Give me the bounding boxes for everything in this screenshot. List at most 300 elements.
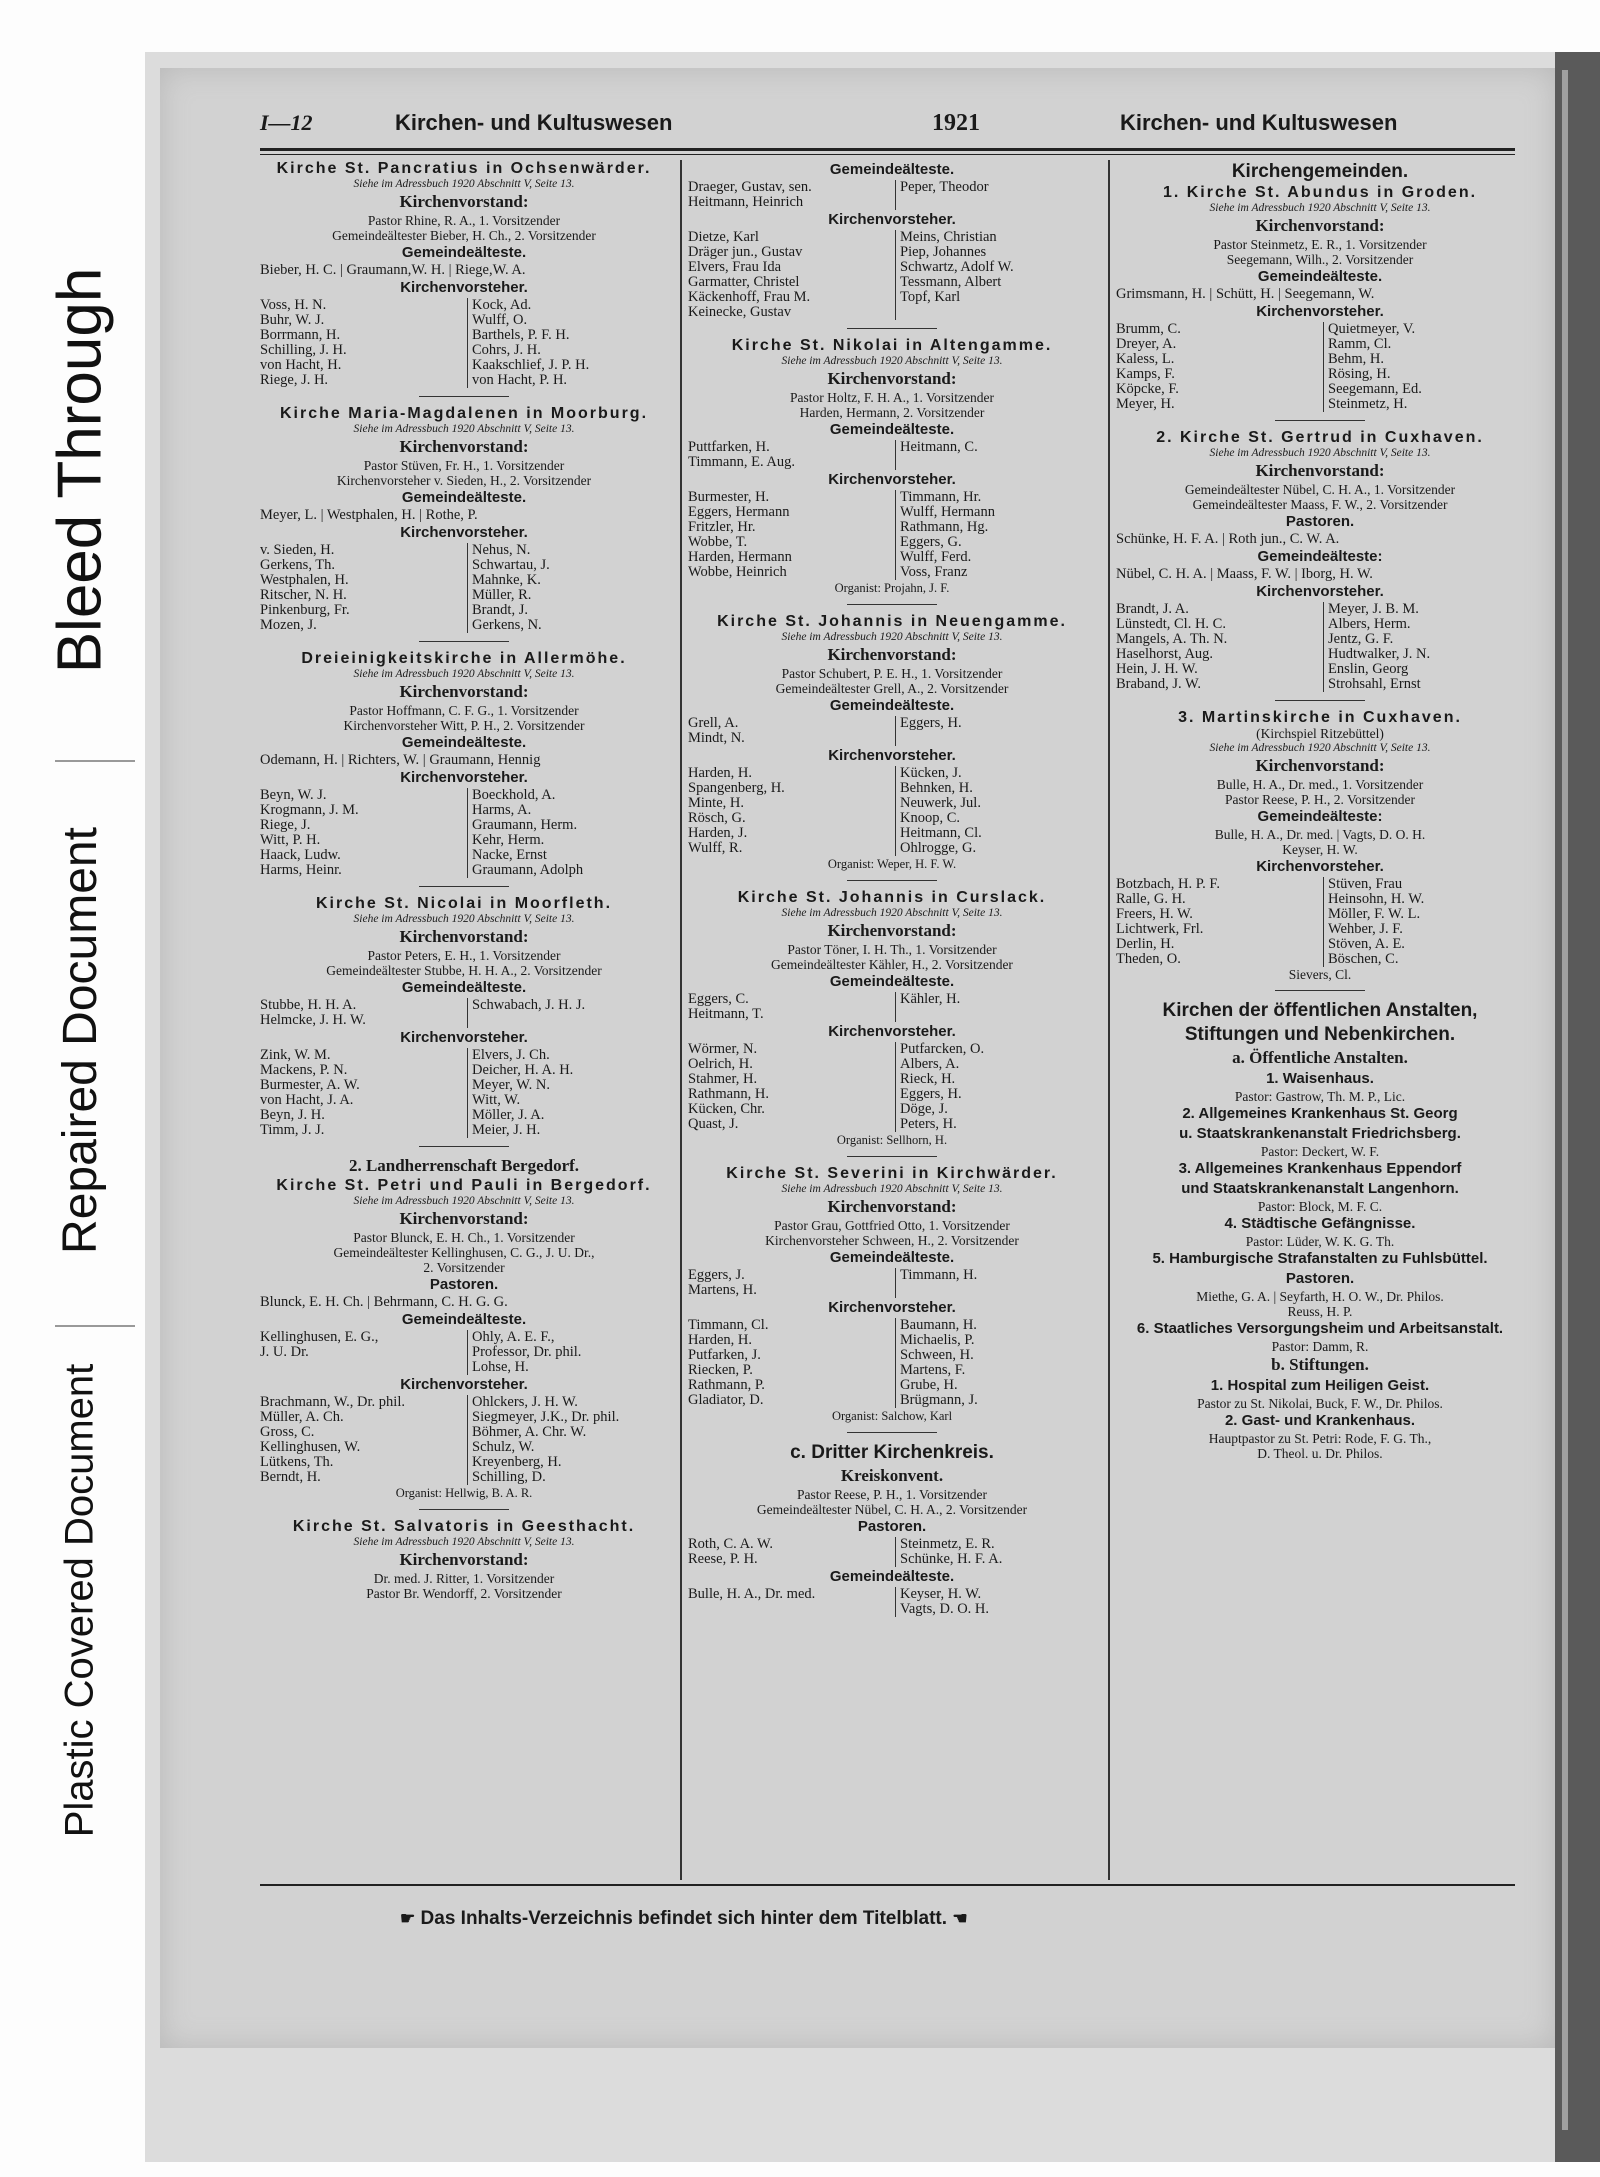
member-name: Wobbe, T.: [688, 535, 748, 550]
member-name: Martens, H.: [688, 1283, 757, 1298]
section-heading: Kirchenvorstand:: [1255, 216, 1385, 235]
member-name: Roth, C. A. W.: [688, 1537, 774, 1552]
member-name: Mindt, N.: [688, 731, 745, 746]
member-name: Theden, O.: [1116, 952, 1181, 967]
member-name: Baumann, H.: [895, 1318, 1096, 1333]
section-heading: u. Staatskrankenanstalt Friedrichsberg.: [1179, 1125, 1461, 1142]
member-name: Piep, Johannes: [895, 245, 1096, 260]
member-name: Schilling, D.: [467, 1470, 668, 1485]
member-name: Eggers, C.: [688, 992, 749, 1007]
member-name: Kücken, J.: [895, 766, 1096, 781]
section-heading: Gemeindeälteste:: [1257, 808, 1383, 825]
page-footer: [400, 1908, 968, 1930]
church-title: Kirche St. Severini in Kirchwärder.: [726, 1165, 1058, 1182]
entry-separator: [419, 1509, 509, 1510]
address-reference: Siehe im Adressbuch 1920 Abschnitt V, Seite 13.: [781, 355, 1003, 367]
member-name: Wulff, R.: [688, 841, 743, 856]
text-line: Pastor Rhine, R. A., 1. Vorsitzender: [367, 213, 561, 228]
member-name: Steinmetz, E. R.: [895, 1537, 1096, 1552]
member-name: Stahmer, H.: [688, 1072, 758, 1087]
church-entry: [1116, 429, 1524, 692]
member-name: [895, 195, 1096, 210]
member-name: Steinmetz, H.: [1323, 397, 1524, 412]
church-entry: [688, 337, 1096, 596]
member-name: Harden, J.: [688, 826, 748, 841]
member-name: Kaless, L.: [1116, 352, 1175, 367]
member-name: Meins, Christian: [895, 230, 1096, 245]
section-heading: Pastoren.: [1285, 1270, 1355, 1287]
section-heading: Kirchenvorsteher.: [400, 1029, 528, 1046]
member-name: Brachmann, W., Dr. phil.: [260, 1395, 405, 1410]
section-heading: Gemeindeälteste.: [401, 979, 527, 996]
pointing-hand-icon: ☚: [952, 1909, 968, 1928]
text-line: Sievers, Cl.: [1288, 967, 1352, 982]
member-list: [260, 1048, 668, 1138]
church-title: Kirche St. Johannis in Curslack.: [737, 889, 1047, 906]
section-heading: Kirchenvorstand:: [827, 369, 957, 388]
member-name: Lünstedt, Cl. H. C.: [1116, 617, 1226, 632]
member-name: Grube, H.: [895, 1378, 1096, 1393]
footer-rule: [260, 1884, 1515, 1886]
district-heading: c. Dritter Kirchenkreis.: [790, 1442, 994, 1463]
section-heading: Kirchenvorstand:: [399, 437, 529, 456]
organist: Organist: Sellhorn, H.: [836, 1133, 948, 1147]
member-name: Brandt, J. A.: [1116, 602, 1189, 617]
organist: Organist: Projahn, J. F.: [834, 581, 950, 595]
member-name: Gerkens, Th.: [260, 558, 336, 573]
member-list: [260, 298, 668, 388]
member-name: Putfarcken, O.: [895, 1042, 1096, 1057]
member-name: Meyer, W. N.: [467, 1078, 668, 1093]
member-name: Jentz, G. F.: [1323, 632, 1524, 647]
member-name: Boeckhold, A.: [467, 788, 668, 803]
section-heading: Pastoren.: [857, 1518, 927, 1535]
member-list: [260, 788, 668, 878]
member-row: Odemann, H. | Richters, W. | Graumann, Hennig: [260, 752, 541, 768]
member-name: [895, 455, 1096, 470]
member-name: von Hacht, P. H.: [467, 373, 668, 388]
text-line: Gemeindeältester Kellinghusen, C. G., J. U. Dr.,: [333, 1245, 595, 1260]
member-name: [688, 1602, 889, 1617]
section-heading: Kirchenvorstand:: [399, 192, 529, 211]
member-name: Albers, A.: [895, 1057, 1096, 1072]
member-name: Schwartau, J.: [467, 558, 668, 573]
member-name: Müller, R.: [467, 588, 668, 603]
member-name: Heitmann, Heinrich: [688, 195, 804, 210]
member-list: [688, 1318, 1096, 1408]
member-name: Timmann, H.: [895, 1268, 1096, 1283]
text-line: Pastor: Block, M. F. C.: [1257, 1199, 1383, 1214]
member-name: Dietze, Karl: [688, 230, 759, 245]
section-heading: Kirchenvorsteher.: [828, 747, 956, 764]
church-title: Kirche St. Johannis in Neuengamme.: [717, 613, 1067, 630]
scan-edge-highlight: [1562, 70, 1568, 2130]
repaired-document-label: Repaired Document: [53, 826, 107, 1254]
text-line: Pastor: Deckert, W. F.: [1260, 1144, 1380, 1159]
plastic-covered-label: Plastic Covered Document: [57, 1363, 102, 1837]
section-heading: Kreiskonvent.: [840, 1466, 944, 1485]
member-name: Bulle, H. A., Dr. med.: [688, 1587, 816, 1602]
member-name: Enslin, Georg: [1323, 662, 1524, 677]
member-name: [895, 1283, 1096, 1298]
text-line: Pastor Schubert, P. E. H., 1. Vorsitzender: [781, 666, 1003, 681]
member-name: Elvers, J. Ch.: [467, 1048, 668, 1063]
member-name: Freers, H. W.: [1116, 907, 1193, 922]
section-heading: Gemeindeälteste.: [829, 1568, 955, 1585]
member-name: Riege, J.: [260, 818, 311, 833]
member-name: [895, 731, 1096, 746]
member-name: Köpcke, F.: [1116, 382, 1179, 397]
address-reference: Siehe im Adressbuch 1920 Abschnitt V, Seite 13.: [1209, 447, 1431, 459]
member-name: Wehber, J. F.: [1323, 922, 1524, 937]
member-name: Hein, J. H. W.: [1116, 662, 1198, 677]
section-heading: Kirchenvorsteher.: [1256, 303, 1384, 320]
section-heading: Kirchenvorstand:: [399, 1550, 529, 1569]
member-name: Kähler, H.: [895, 992, 1096, 1007]
section-heading: Kirchenvorstand:: [827, 1197, 957, 1216]
address-reference: Siehe im Adressbuch 1920 Abschnitt V, Seite 13.: [781, 1183, 1003, 1195]
member-list: [688, 180, 1096, 210]
member-name: Eggers, H.: [895, 716, 1096, 731]
member-name: Mangels, A. Th. N.: [1116, 632, 1228, 647]
member-name: Braband, J. W.: [1116, 677, 1201, 692]
member-list: [260, 543, 668, 633]
text-line: Gemeindeältester Nübel, C. H. A., 2. Vorsitzender: [756, 1502, 1028, 1517]
member-name: Beyn, J. H.: [260, 1108, 325, 1123]
section-heading: Pastoren.: [1285, 513, 1355, 530]
member-name: Harms, A.: [467, 803, 668, 818]
entry-separator: [1275, 700, 1365, 701]
member-name: Graumann, Herm.: [467, 818, 668, 833]
church-entry: [260, 1155, 668, 1501]
member-name: Reese, P. H.: [688, 1552, 758, 1567]
section-heading: 1. Waisenhaus.: [1266, 1070, 1374, 1087]
header-rule-thin: [260, 154, 1515, 155]
member-name: Gerkens, N.: [467, 618, 668, 633]
member-name: Wulff, Ferd.: [895, 550, 1096, 565]
member-list: [260, 1330, 668, 1375]
member-name: Berndt, H.: [260, 1470, 321, 1485]
member-name: Grell, A.: [688, 716, 739, 731]
member-name: Haselhorst, Aug.: [1116, 647, 1214, 662]
member-name: Seegemann, Ed.: [1323, 382, 1524, 397]
member-name: Siegmeyer, J.K., Dr. phil.: [467, 1410, 668, 1425]
member-name: Böschen, C.: [1323, 952, 1524, 967]
member-name: Buhr, W. J.: [260, 313, 325, 328]
address-reference: Siehe im Adressbuch 1920 Abschnitt V, Seite 13.: [353, 913, 575, 925]
text-line: Keyser, H. W.: [1282, 842, 1358, 857]
member-row: Meyer, L. | Westphalen, H. | Rothe, P.: [260, 507, 478, 523]
header-right-title: Kirchen- und Kultuswesen: [1120, 110, 1398, 135]
member-name: Timm, J. J.: [260, 1123, 325, 1138]
member-name: Burmester, H.: [688, 490, 770, 505]
section-heading: Gemeindeälteste.: [401, 1311, 527, 1328]
church-entry: [260, 1518, 668, 1601]
member-list: [688, 992, 1096, 1022]
address-reference: Siehe im Adressbuch 1920 Abschnitt V, Seite 13.: [353, 423, 575, 435]
member-name: Elvers, Frau Ida: [688, 260, 782, 275]
member-name: Ohly, A. E. F.,: [467, 1330, 668, 1345]
member-name: Puttfarken, H.: [688, 440, 770, 455]
column-3: [1116, 160, 1524, 1469]
church-entry: [260, 160, 668, 388]
text-line: Kirchenvorsteher Schween, H., 2. Vorsitzender: [765, 1233, 1019, 1248]
member-name: Kellinghusen, W.: [260, 1440, 361, 1455]
church-title: Kirche St. Nikolai in Altengamme.: [731, 337, 1053, 354]
header-year: 1921: [932, 110, 980, 136]
member-name: Lichtwerk, Frl.: [1116, 922, 1204, 937]
member-name: Schwabach, J. H. J.: [467, 998, 668, 1013]
member-name: Kaakschlief, J. P. H.: [467, 358, 668, 373]
text-line: Bulle, H. A., Dr. med., 1. Vorsitzender: [1216, 777, 1424, 792]
section-heading: Gemeindeälteste.: [829, 1249, 955, 1266]
member-name: Riecken, P.: [688, 1363, 753, 1378]
member-name: Meier, J. H.: [467, 1123, 668, 1138]
member-name: Voss, H. N.: [260, 298, 327, 313]
section-heading: 1. Hospital zum Heiligen Geist.: [1210, 1377, 1430, 1394]
member-name: Mahnke, K.: [467, 573, 668, 588]
column-1: [260, 160, 668, 1609]
member-name: Neuwerk, Jul.: [895, 796, 1096, 811]
member-name: Nacke, Ernst: [467, 848, 668, 863]
column-divider: [680, 160, 682, 1880]
member-name: Peters, H.: [895, 1117, 1096, 1132]
text-line: Miethe, G. A. | Seyfarth, H. O. W., Dr. Philos.: [1196, 1289, 1444, 1304]
member-name: Botzbach, H. P. F.: [1116, 877, 1220, 892]
member-name: Martens, F.: [895, 1363, 1096, 1378]
section-heading: Kirchen der öffentlichen Anstalten, Stiftungen und Nebenkirchen.: [1162, 1000, 1478, 1045]
entry-separator: [1275, 990, 1365, 991]
text-line: Pastor Holtz, F. H. A., 1. Vorsitzender: [790, 390, 994, 405]
member-name: Westphalen, H.: [260, 573, 349, 588]
member-name: Riege, J. H.: [260, 373, 329, 388]
text-line: Pastor: Lüder, W. K. G. Th.: [1245, 1234, 1395, 1249]
section-heading: Kirchenvorsteher.: [828, 471, 956, 488]
member-row: Blunck, E. H. Ch. | Behrmann, C. H. G. G.: [260, 1294, 508, 1310]
member-name: [895, 305, 1096, 320]
member-name: Voss, Franz: [895, 565, 1096, 580]
section-heading: a. Öffentliche Anstalten.: [1232, 1048, 1408, 1067]
member-list: [1116, 877, 1524, 967]
member-row: Bieber, H. C. | Graumann,W. H. | Riege,W. A.: [260, 262, 526, 278]
member-list: [688, 716, 1096, 746]
address-reference: Siehe im Adressbuch 1920 Abschnitt V, Seite 13.: [781, 631, 1003, 643]
member-name: Haack, Ludw.: [260, 848, 341, 863]
section-heading: Gemeindeälteste.: [1257, 268, 1383, 285]
member-name: Professor, Dr. phil.: [467, 1345, 668, 1360]
member-name: Topf, Karl: [895, 290, 1096, 305]
member-name: Wobbe, Heinrich: [688, 565, 787, 580]
organist: Organist: Weper, H. F. W.: [827, 857, 957, 871]
church-entry: [688, 613, 1096, 872]
address-reference: Siehe im Adressbuch 1920 Abschnitt V, Seite 13.: [781, 907, 1003, 919]
text-line: Pastor Steinmetz, E. R., 1. Vorsitzender: [1213, 237, 1427, 252]
member-name: Harden, H.: [688, 1333, 753, 1348]
member-name: Rösing, H.: [1323, 367, 1524, 382]
member-name: Stubbe, H. H. A.: [260, 998, 357, 1013]
member-name: Brumm, C.: [1116, 322, 1181, 337]
member-name: Dräger jun., Gustav: [688, 245, 803, 260]
member-name: Witt, P. H.: [260, 833, 321, 848]
section-heading: 2. Gast- und Krankenhaus.: [1224, 1412, 1416, 1429]
member-name: Oelrich, H.: [688, 1057, 753, 1072]
church-title: Kirche St. Salvatoris in Geesthacht.: [292, 1518, 636, 1535]
section-heading: Kirchenvorsteher.: [1256, 583, 1384, 600]
member-name: Strohsahl, Ernst: [1323, 677, 1524, 692]
text-line: Bulle, H. A., Dr. med. | Vagts, D. O. H.: [1214, 827, 1426, 842]
text-line: Seegemann, Wilh., 2. Vorsitzender: [1226, 252, 1414, 267]
member-name: Rathmann, H.: [688, 1087, 769, 1102]
member-name: Schulz, W.: [467, 1440, 668, 1455]
member-name: Barthels, P. F. H.: [467, 328, 668, 343]
member-name: Rösch, G.: [688, 811, 746, 826]
address-reference: Siehe im Adressbuch 1920 Abschnitt V, Seite 13.: [353, 1195, 575, 1207]
column-divider: [1108, 160, 1110, 1880]
member-name: [895, 1007, 1096, 1022]
entry-separator: [419, 641, 509, 642]
text-line: Pastor Töner, I. H. Th., 1. Vorsitzender: [787, 942, 997, 957]
member-list: [260, 998, 668, 1028]
section-heading: Kirchengemeinden.: [1231, 161, 1409, 182]
member-name: Timmann, E. Aug.: [688, 455, 796, 470]
text-line: D. Theol. u. Dr. Philos.: [1257, 1446, 1383, 1461]
text-line: Dr. med. J. Ritter, 1. Vorsitzender: [373, 1571, 555, 1586]
member-list: [1116, 322, 1524, 412]
church-entry: [688, 889, 1096, 1148]
church-entry: [688, 1441, 1096, 1617]
member-name: Brügmann, J.: [895, 1393, 1096, 1408]
member-name: Rathmann, Hg.: [895, 520, 1096, 535]
member-name: Döge, J.: [895, 1102, 1096, 1117]
member-name: Wulff, Hermann: [895, 505, 1096, 520]
member-name: Garmatter, Christel: [688, 275, 800, 290]
section-heading: Kirchenvorstand:: [399, 927, 529, 946]
member-name: Zink, W. M.: [260, 1048, 331, 1063]
member-name: Keinecke, Gustav: [688, 305, 792, 320]
section-heading: b. Stiftungen.: [1271, 1355, 1369, 1374]
church-title: Dreieinigkeitskirche in Allermöhe.: [301, 650, 627, 667]
address-reference: Siehe im Adressbuch 1920 Abschnitt V, Seite 13.: [353, 668, 575, 680]
section-heading: 6. Staatliches Versorgungsheim und Arbeitsanstalt.: [1136, 1320, 1504, 1337]
section-heading: 4. Städtische Gefängnisse.: [1224, 1215, 1416, 1232]
member-name: [467, 1013, 668, 1028]
church-title: Kirche St. Nicolai in Moorfleth.: [315, 895, 613, 912]
church-entry: [688, 1165, 1096, 1424]
member-name: Stüven, Frau: [1323, 877, 1524, 892]
section-heading: Gemeindeälteste.: [829, 421, 955, 438]
text-line: Pastor Hoffmann, C. F. G., 1. Vorsitzender: [349, 703, 579, 718]
member-name: Brandt, J.: [467, 603, 668, 618]
church-entry: [1116, 160, 1524, 412]
member-list: [688, 440, 1096, 470]
member-name: Eggers, J.: [688, 1268, 745, 1283]
member-name: Ralle, G. H.: [1116, 892, 1186, 907]
member-name: Ritscher, N. H.: [260, 588, 347, 603]
church-entry: [260, 895, 668, 1138]
member-name: Derlin, H.: [1116, 937, 1175, 952]
page-header: [260, 110, 1515, 144]
member-name: Deicher, H. A. H.: [467, 1063, 668, 1078]
text-line: Pastor Reese, P. H., 1. Vorsitzender: [797, 1487, 987, 1502]
text-line: Gemeindeältester Grell, A., 2. Vorsitzender: [775, 681, 1009, 696]
member-name: Fritzler, Hr.: [688, 520, 756, 535]
member-name: Heitmann, C.: [895, 440, 1096, 455]
member-name: Gladiator, D.: [688, 1393, 764, 1408]
member-row: Grimsmann, H. | Schütt, H. | Seegemann, W.: [1116, 286, 1375, 302]
member-name: Eggers, H.: [895, 1087, 1096, 1102]
section-heading: Kirchenvorsteher.: [400, 1376, 528, 1393]
text-line: Pastor Stüven, Fr. H., 1. Vorsitzender: [363, 458, 565, 473]
text-line: Pastor Br. Wendorff, 2. Vorsitzender: [366, 1586, 562, 1601]
member-name: Schilling, J. H.: [260, 343, 347, 358]
member-name: Böhmer, A. Chr. W.: [467, 1425, 668, 1440]
member-name: Schween, H.: [895, 1348, 1096, 1363]
member-name: Harden, Hermann: [688, 550, 792, 565]
entry-separator: [419, 1146, 509, 1147]
member-name: Heinsohn, H. W.: [1323, 892, 1524, 907]
text-line: Pastor Reese, P. H., 2. Vorsitzender: [1225, 792, 1415, 807]
text-line: 2. Vorsitzender: [423, 1260, 505, 1275]
text-line: Gemeindeältester Kähler, H., 2. Vorsitzender: [771, 957, 1013, 972]
member-name: Heitmann, T.: [688, 1007, 764, 1022]
church-title: Kirche Maria-Magdalenen in Moorburg.: [279, 405, 649, 422]
section-heading: Gemeindeälteste.: [401, 244, 527, 261]
member-name: Kehr, Herm.: [467, 833, 668, 848]
church-title: Kirche St. Petri und Pauli in Bergedorf.: [276, 1177, 652, 1194]
section-heading: Kirchenvorsteher.: [1256, 858, 1384, 875]
member-name: Pinkenburg, Fr.: [260, 603, 350, 618]
section-heading: Kirchenvorsteher.: [400, 524, 528, 541]
member-list: [688, 766, 1096, 856]
member-name: Kreyenberg, H.: [467, 1455, 668, 1470]
address-reference: Siehe im Adressbuch 1920 Abschnitt V, Seite 13.: [1209, 742, 1431, 754]
member-name: Draeger, Gustav, sen.: [688, 180, 812, 195]
text-line: Kirchenvorsteher v. Sieden, H., 2. Vorsitzender: [336, 473, 592, 488]
entry-separator: [847, 328, 937, 329]
member-name: Ramm, Cl.: [1323, 337, 1524, 352]
address-reference: Siehe im Adressbuch 1920 Abschnitt V, Seite 13.: [353, 1536, 575, 1548]
member-name: Eggers, G.: [895, 535, 1096, 550]
member-name: Käckenhoff, Frau M.: [688, 290, 811, 305]
entry-separator: [847, 1156, 937, 1157]
member-name: Minte, H.: [688, 796, 744, 811]
member-name: Hudtwalker, J. N.: [1323, 647, 1524, 662]
section-heading: und Staatskrankenanstalt Langenhorn.: [1181, 1180, 1459, 1197]
member-name: Timmann, Hr.: [895, 490, 1096, 505]
member-list: [688, 1268, 1096, 1298]
member-name: v. Sieden, H.: [260, 543, 335, 558]
church-title: 2. Kirche St. Gertrud in Cuxhaven.: [1156, 429, 1484, 446]
section-heading: 5. Hamburgische Strafanstalten zu Fuhlsbüttel.: [1152, 1250, 1488, 1267]
member-name: Müller, A. Ch.: [260, 1410, 344, 1425]
member-name: Kellinghusen, E. G.,: [260, 1330, 379, 1345]
text-line: Pastor: Damm, R.: [1271, 1339, 1369, 1354]
member-name: Möller, F. W. L.: [1323, 907, 1524, 922]
member-list: [688, 1537, 1096, 1567]
member-name: Rieck, H.: [895, 1072, 1096, 1087]
member-list: [1116, 602, 1524, 692]
member-name: Michaelis, P.: [895, 1333, 1096, 1348]
member-name: Behnken, H.: [895, 781, 1096, 796]
text-line: Gemeindeältester Maass, F. W., 2. Vorsitzender: [1192, 497, 1448, 512]
entry-separator: [419, 886, 509, 887]
section-heading: Kirchenvorsteher.: [828, 211, 956, 228]
member-name: Helmcke, J. H. W.: [260, 1013, 366, 1028]
member-name: Timmann, Cl.: [688, 1318, 769, 1333]
member-name: Gross, C.: [260, 1425, 315, 1440]
section-heading: Kirchenvorsteher.: [400, 279, 528, 296]
member-name: Kücken, Chr.: [688, 1102, 765, 1117]
